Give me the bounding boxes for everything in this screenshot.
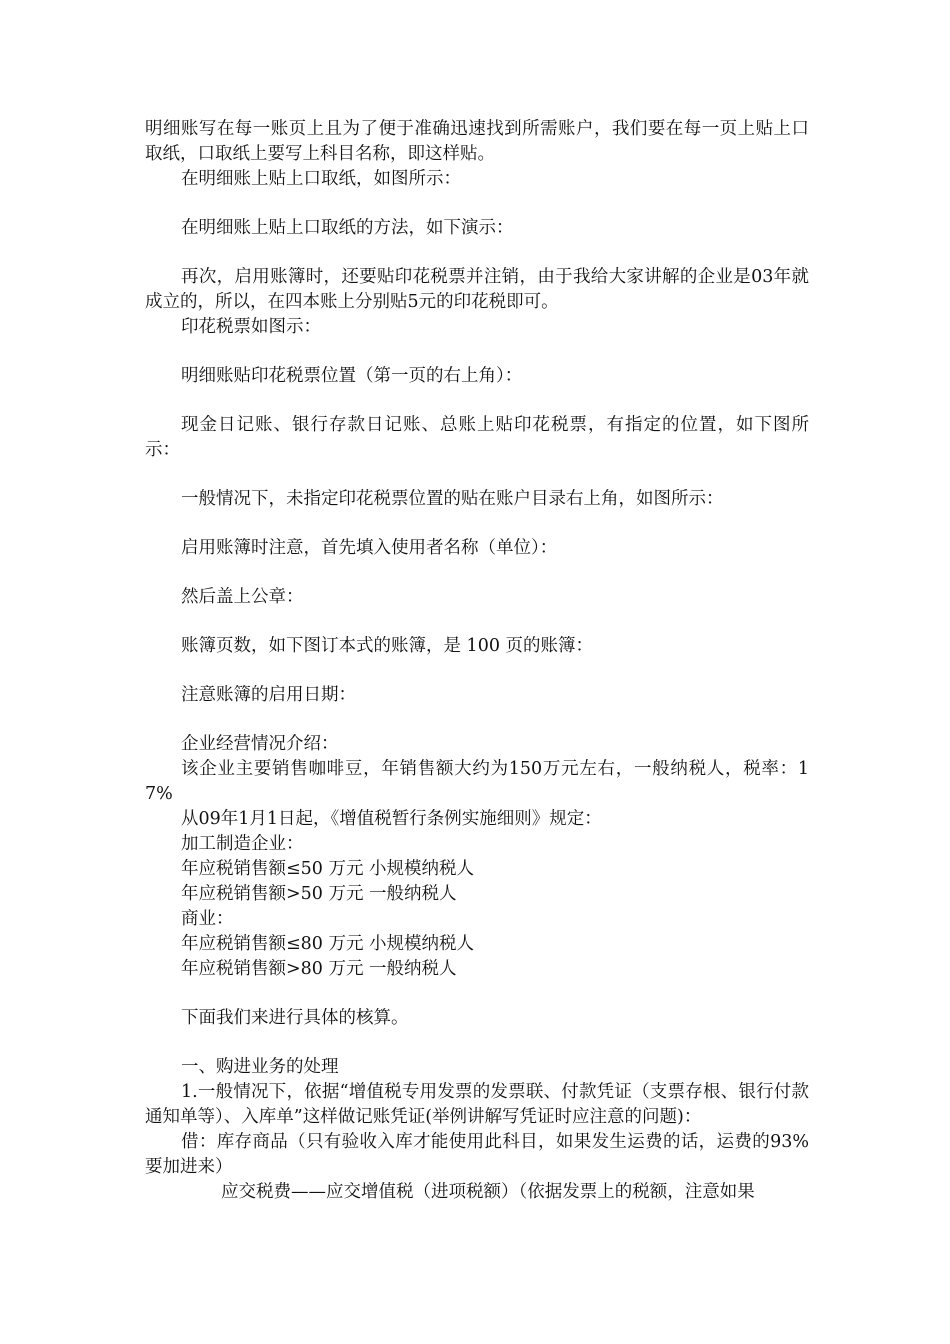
list-item: 年应税销售额≤50 万元 小规模纳税人 <box>181 859 475 879</box>
blank-line <box>145 982 809 1006</box>
paragraph: 注意账簿的启用日期： <box>181 685 356 705</box>
list-item: 年应税销售额>80 万元 一般纳税人 <box>181 959 457 979</box>
paragraph: 明细账写在每一账页上且为了便于准确迅速找到所需账户，我们要在每一页上贴上口取纸，口取纸上要写上科目名称，即这样贴。 <box>145 119 809 164</box>
paragraph: 1.一般情况下，依据“增值税专用发票的发票联、付款凭证（支票存根、银行付款通知单等）、入库单”这样做记账凭证(举例讲解写凭证时应注意的问题)： <box>145 1082 809 1127</box>
list-item: 年应税销售额>50 万元 一般纳税人 <box>181 884 457 904</box>
blank-line <box>145 659 809 683</box>
paragraph: 现金日记账、银行存款日记账、总账上贴印花税票，有指定的位置，如下图所示： <box>145 415 809 460</box>
blank-line <box>145 708 809 732</box>
paragraph: 借：库存商品（只有验收入库才能使用此科目，如果发生运费的话，运费的93%要加进来） <box>145 1132 809 1177</box>
paragraph: 明细账贴印花税票位置（第一页的右上角）： <box>181 366 523 386</box>
blank-line <box>145 389 809 413</box>
document-body <box>145 117 809 1205</box>
paragraph: 一般情况下，未指定印花税票位置的贴在账户目录右上角，如图所示： <box>181 489 724 509</box>
paragraph: 在明细账上贴上口取纸，如图所示： <box>181 169 461 189</box>
section-heading: 一、购进业务的处理 <box>181 1057 339 1077</box>
blank-line <box>145 463 809 487</box>
section-heading: 企业经营情况介绍： <box>181 734 339 754</box>
list-item: 加工制造企业： <box>181 834 304 854</box>
paragraph: 然后盖上公章： <box>181 587 304 607</box>
paragraph: 在明细账上贴上口取纸的方法，如下演示： <box>181 218 514 238</box>
blank-line <box>145 610 809 634</box>
blank-line <box>145 241 809 265</box>
list-item: 年应税销售额≤80 万元 小规模纳税人 <box>181 934 475 954</box>
paragraph: 从09年1月1日起，《增值税暂行条例实施细则》规定： <box>181 809 602 829</box>
paragraph: 应交税费——应交增值税（进项税额）（依据发票上的税额，注意如果 <box>221 1182 755 1202</box>
list-item: 商业： <box>181 909 234 929</box>
blank-line <box>145 561 809 585</box>
paragraph: 启用账簿时注意，首先填入使用者名称（单位）： <box>181 538 558 558</box>
paragraph: 下面我们来进行具体的核算。 <box>181 1008 409 1028</box>
paragraph: 印花税票如图示： <box>181 317 321 337</box>
blank-line <box>145 340 809 364</box>
paragraph: 该企业主要销售咖啡豆，年销售额大约为150万元左右，一般纳税人，税率：17% <box>145 759 809 804</box>
blank-line <box>145 1031 809 1055</box>
blank-line <box>145 512 809 536</box>
paragraph: 账簿页数，如下图订本式的账簿，是 100 页的账簿： <box>181 636 594 656</box>
blank-line <box>145 192 809 216</box>
paragraph: 再次，启用账簿时，还要贴印花税票并注销，由于我给大家讲解的企业是03年就成立的，所以，在四本账上分别贴5元的印花税即可。 <box>145 267 809 312</box>
